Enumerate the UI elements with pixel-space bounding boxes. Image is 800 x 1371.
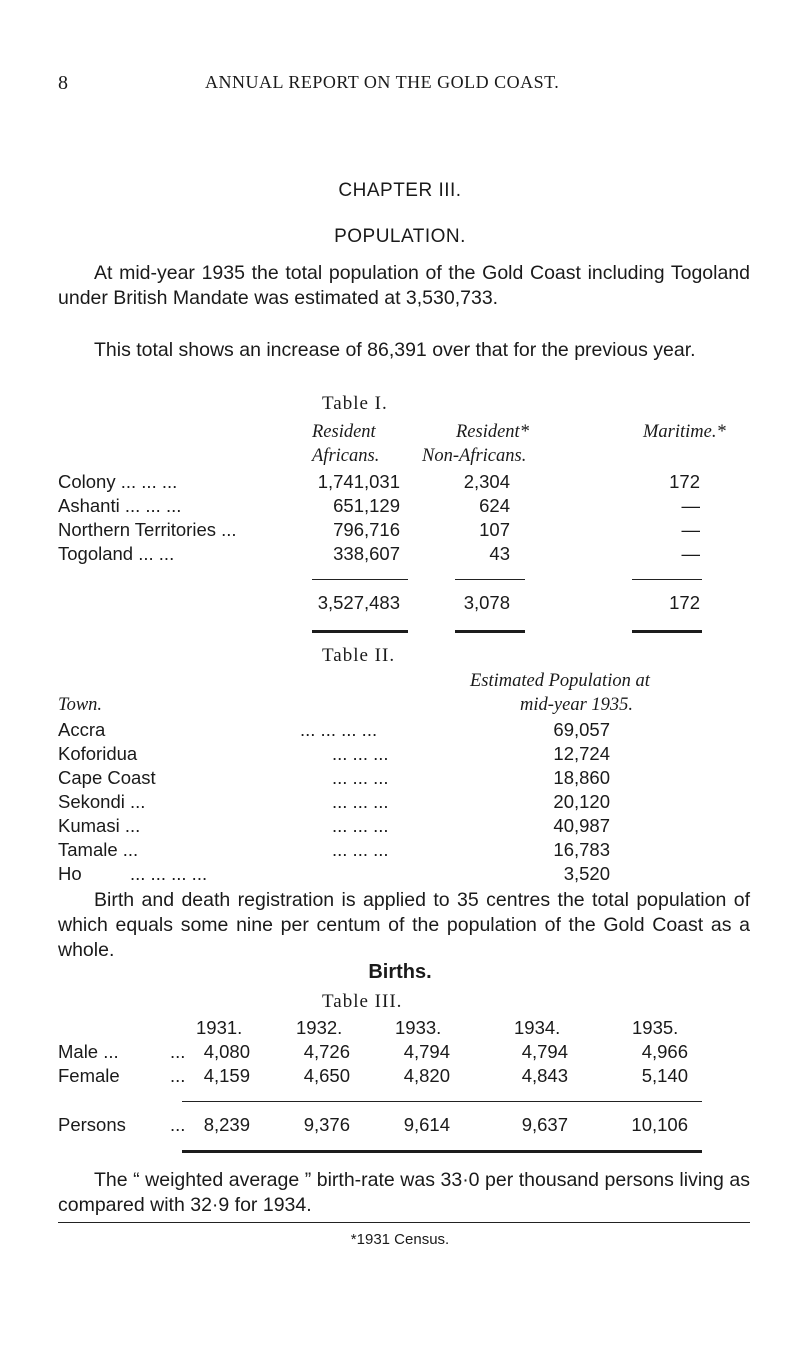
table-3-row-label: Female <box>58 1065 120 1086</box>
year-header: 1935. <box>632 1017 679 1038</box>
paragraph-birth-rate: The “ weighted average ” birth-rate was 33·0 per thousand persons living as compared with 32·9 for 1934. <box>58 1169 750 1216</box>
table-3-leader-dots: ... <box>170 1114 186 1135</box>
table-3-leader-dots: ... <box>170 1041 186 1062</box>
table-1-total-rule <box>632 579 702 580</box>
table-3-total-rule <box>182 1101 702 1102</box>
births-title: Births. <box>368 961 432 983</box>
table-3-total-value: 8,239 <box>203 1114 250 1135</box>
table-3-total-value: 10,106 <box>631 1114 688 1135</box>
table-1-row-label: Togoland ... ... <box>58 543 175 564</box>
table-1-total-rule <box>455 579 525 580</box>
table-3-row-label: Male ... <box>58 1041 119 1062</box>
table-1-cell-africans: 1,741,031 <box>317 471 400 492</box>
table-2-value: 69,057 <box>553 719 610 740</box>
table-1-double-rule <box>632 630 702 633</box>
table-2-value: 3,520 <box>563 863 610 884</box>
table-3-total-value: 9,376 <box>303 1114 350 1135</box>
table-1-total-maritime: 172 <box>669 592 700 613</box>
table-2-town: Cape Coast <box>58 767 156 788</box>
table-2-town: Accra <box>58 719 106 740</box>
table-3-total-label: Persons <box>58 1114 126 1135</box>
table-1-cell-non-africans: 2,304 <box>463 471 510 492</box>
footnote: *1931 Census. <box>350 1231 450 1248</box>
table-1-double-rule <box>312 630 408 633</box>
table-3-value: 4,159 <box>203 1065 250 1086</box>
table-1-total-rule <box>312 579 408 580</box>
header-estimated-population-line2: mid-year 1935. <box>520 695 634 715</box>
table-3-value: 4,794 <box>403 1041 450 1062</box>
table-2-leader-dots: ... ... ... <box>332 791 389 812</box>
table-3-caption: Table III. <box>322 991 403 1012</box>
table-2-leader-dots: ... ... ... <box>332 839 389 860</box>
header-town: Town. <box>58 695 103 715</box>
running-title: ANNUAL REPORT ON THE GOLD COAST. <box>205 72 560 92</box>
table-3-value: 4,726 <box>303 1041 350 1062</box>
table-2-caption: Table II. <box>322 645 396 666</box>
table-2-value: 16,783 <box>553 839 610 860</box>
table-2-town: Ho <box>58 863 82 884</box>
table-3-value: 4,650 <box>303 1065 350 1086</box>
paragraph-registration: Birth and death registration is applied to 35 centres the total population of which equals some nine per centum of the population of the Gold Coast as a whole. <box>58 889 750 961</box>
table-2-value: 20,120 <box>553 791 610 812</box>
table-3-double-rule <box>182 1150 702 1153</box>
table-1-row-label: Northern Territories ... <box>58 519 237 540</box>
table-2-leader-dots: ... ... ... <box>332 815 389 836</box>
header-resident-africans-line1: Resident <box>312 422 376 442</box>
table-1-cell-maritime: — <box>681 519 700 540</box>
table-1-row-label: Colony ... ... ... <box>58 471 178 492</box>
paragraph-total-population: At mid-year 1935 the total population of the Gold Coast including Togoland under British Mandate was estimated at 3,530,733. <box>58 262 750 309</box>
year-header: 1931. <box>196 1017 243 1038</box>
table-1-cell-non-africans: 107 <box>479 519 510 540</box>
table-3-value: 4,820 <box>403 1065 450 1086</box>
table-1-cell-africans: 651,129 <box>333 495 400 516</box>
table-3-value: 4,966 <box>641 1041 688 1062</box>
table-1-cell-maritime: — <box>681 543 700 564</box>
table-1-double-rule <box>455 630 525 633</box>
table-3-total-value: 9,637 <box>521 1114 568 1135</box>
table-2-town: Sekondi ... <box>58 791 146 812</box>
header-resident-africans-line2: Africans. <box>312 446 380 466</box>
table-1-row-label: Ashanti ... ... ... <box>58 495 182 516</box>
year-header: 1932. <box>296 1017 343 1038</box>
footnote-rule <box>58 1222 750 1223</box>
table-3-value: 4,080 <box>203 1041 250 1062</box>
year-header: 1933. <box>395 1017 442 1038</box>
table-2-value: 12,724 <box>553 743 610 764</box>
table-2-leader-dots: ... ... ... ... <box>130 863 208 884</box>
table-1-cell-non-africans: 624 <box>479 495 510 516</box>
header-maritime: Maritime.* <box>643 422 726 442</box>
table-1-total-non-africans: 3,078 <box>463 592 510 613</box>
page-number: 8 <box>58 72 68 94</box>
table-3-leader-dots: ... <box>170 1065 186 1086</box>
table-1-cell-africans: 338,607 <box>333 543 400 564</box>
table-2-leader-dots: ... ... ... <box>332 767 389 788</box>
table-1-cell-africans: 796,716 <box>333 519 400 540</box>
header-estimated-population-line1: Estimated Population at <box>470 671 650 691</box>
table-3-value: 4,843 <box>521 1065 568 1086</box>
table-1-cell-maritime: 172 <box>669 471 700 492</box>
paragraph-increase: This total shows an increase of 86,391 over that for the previous year. <box>94 339 696 361</box>
table-2-town: Kumasi ... <box>58 815 141 836</box>
table-2-value: 40,987 <box>553 815 610 836</box>
table-3-value: 5,140 <box>641 1065 688 1086</box>
table-1-total-africans: 3,527,483 <box>317 592 400 613</box>
chapter-heading: CHAPTER III. <box>338 180 462 201</box>
table-1-cell-maritime: — <box>681 495 700 516</box>
table-2-value: 18,860 <box>553 767 610 788</box>
table-1-caption: Table I. <box>322 393 388 414</box>
table-2-leader-dots: ... ... ... <box>332 743 389 764</box>
table-3-value: 4,794 <box>521 1041 568 1062</box>
table-2-town: Tamale ... <box>58 839 139 860</box>
section-heading: POPULATION. <box>334 226 466 247</box>
table-2-town: Koforidua <box>58 743 138 764</box>
year-header: 1934. <box>514 1017 561 1038</box>
table-2-leader-dots: ... ... ... ... <box>300 719 378 740</box>
table-3-total-value: 9,614 <box>403 1114 450 1135</box>
table-1-cell-non-africans: 43 <box>489 543 510 564</box>
header-resident-non-africans-line1: Resident* <box>456 422 529 442</box>
header-resident-non-africans-line2: Non-Africans. <box>422 446 527 466</box>
